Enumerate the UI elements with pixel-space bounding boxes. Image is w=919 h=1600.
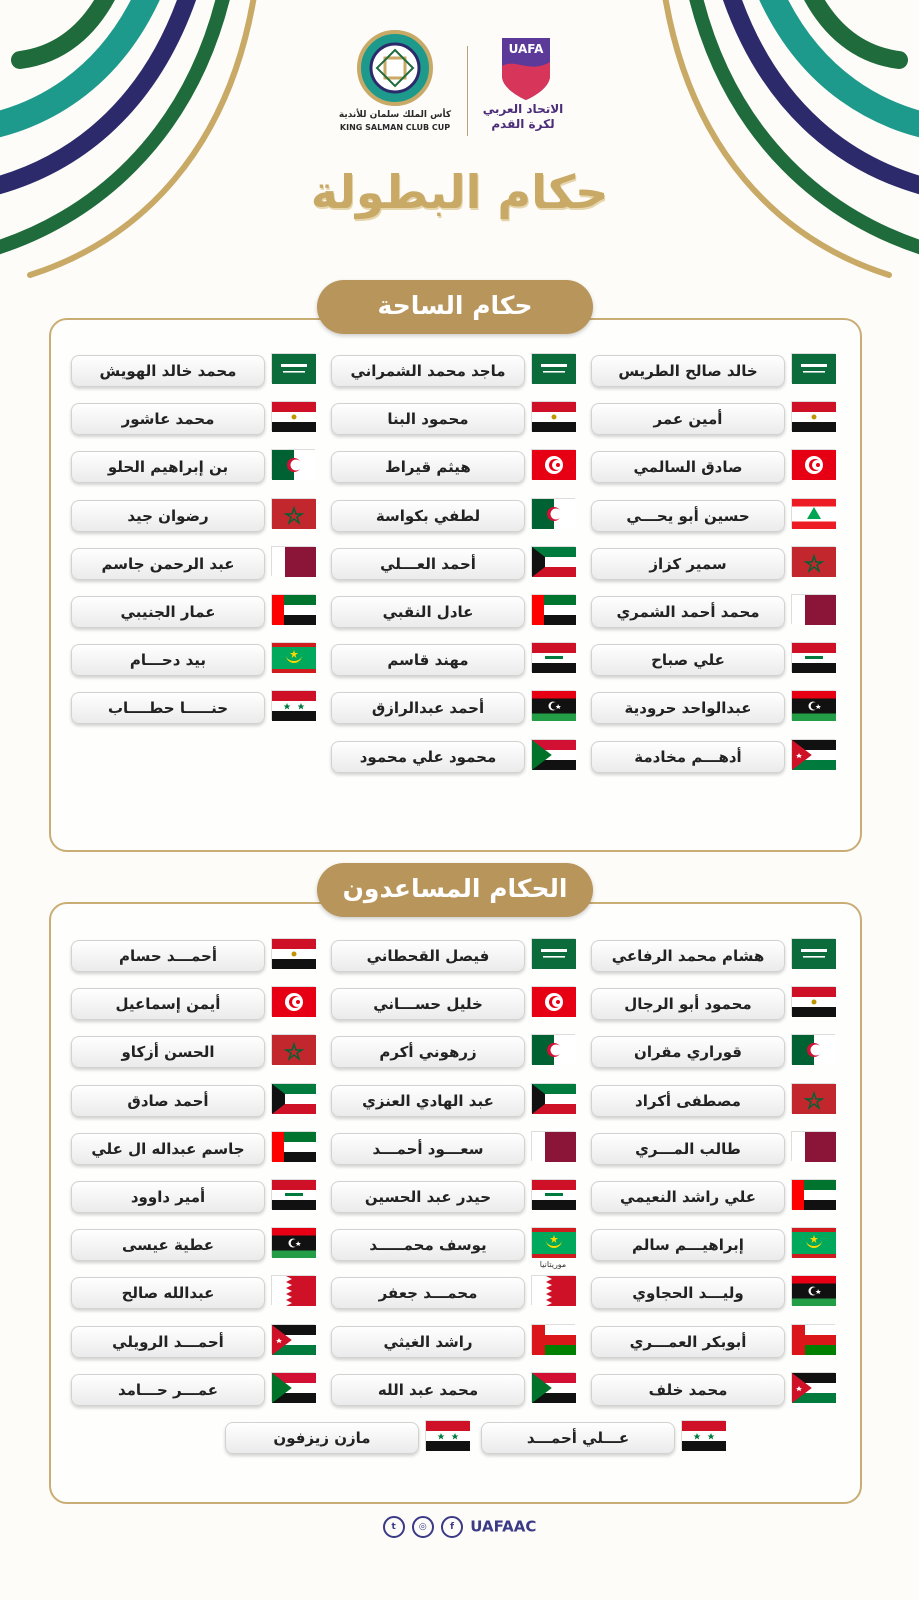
field-referee-entry: [331, 498, 577, 532]
assistant-referee-entry: [591, 1179, 837, 1213]
egypt-flag-icon: [791, 986, 835, 1016]
referee-name: أبوبكر العمـــري: [591, 1326, 785, 1358]
egypt-flag-icon: [531, 401, 575, 431]
header-logos: [0, 28, 919, 138]
saudi-arabia-flag-icon: [271, 353, 315, 383]
assistant-referee-entry: [71, 1372, 317, 1406]
referee-name: محمد عبد الله: [331, 1374, 525, 1406]
referee-name: محمود علي محمود: [331, 741, 525, 773]
referee-name: هشام محمد الرفاعي: [591, 940, 785, 972]
assistant-referee-entry: [591, 1083, 837, 1117]
field-referee-entry: [591, 739, 837, 773]
twitter-icon[interactable]: t: [383, 1516, 405, 1538]
king-salman-cup-arabic: كأس الملك سلمان للأندية: [338, 110, 452, 120]
field-referee-entry: [331, 642, 577, 676]
referee-name: محمد خالد الهويش: [71, 355, 265, 387]
referee-name: مهند قاسم: [331, 644, 525, 676]
referee-name: زرهوني أكرم: [331, 1036, 525, 1068]
assistant-referee-entry: [71, 938, 317, 972]
assistant-referee-entry: [331, 1131, 577, 1165]
referee-name: محمود البنا: [331, 403, 525, 435]
libya-flag-icon: [531, 690, 575, 720]
egypt-flag-icon: [271, 938, 315, 968]
assistant-referee-entry: [591, 1324, 837, 1358]
assistant-referee-entry: [331, 1324, 577, 1358]
referee-name: أدهـــم مخادمة: [591, 741, 785, 773]
referee-name: رضوان جيد: [71, 500, 265, 532]
morocco-flag-icon: [271, 1034, 315, 1064]
uafa-arabic-name: [478, 102, 568, 132]
referee-name: حيدر عبد الحسين: [331, 1181, 525, 1213]
instagram-icon[interactable]: ◎: [412, 1516, 434, 1538]
libya-flag-icon: [791, 1275, 835, 1305]
field-referee-entry: [71, 498, 317, 532]
referee-name: محمد خلف: [591, 1374, 785, 1406]
field-referee-entry: [71, 546, 317, 580]
mauritania-flag-icon: [271, 642, 315, 672]
referee-name: ماجد محمد الشمراني: [331, 355, 525, 387]
assistant-referee-entry: [331, 986, 577, 1020]
iraq-flag-icon: [531, 1179, 575, 1209]
referee-name: عبدالواحد حرودية: [591, 692, 785, 724]
qatar-flag-icon: [531, 1131, 575, 1161]
assistant-referee-entry: [71, 1131, 317, 1165]
morocco-flag-icon: [791, 1083, 835, 1113]
social-handle[interactable]: UAFAAC: [470, 1517, 537, 1536]
uae-flag-icon: [271, 1131, 315, 1161]
referee-name: جاسم عبداله ال علي: [71, 1133, 265, 1165]
qatar-flag-icon: [791, 594, 835, 624]
tunisia-flag-icon: [531, 449, 575, 479]
jordan-flag-icon: [791, 1372, 835, 1402]
bahrain-flag-icon: [271, 1275, 315, 1305]
algeria-flag-icon: [791, 1034, 835, 1064]
assistant-referee-entry: [71, 1324, 317, 1358]
tunisia-flag-icon: [271, 986, 315, 1016]
referee-name: علي راشد النعيمي: [591, 1181, 785, 1213]
assistant-referee-entry: [71, 1034, 317, 1068]
referee-name: عبد الهادي العنزي: [331, 1085, 525, 1117]
page-title: حكام البطولة: [310, 165, 609, 219]
referee-name: مصطفى أكراد: [591, 1085, 785, 1117]
iraq-flag-icon: [791, 642, 835, 672]
referee-name: أحمـــد الرويلي: [71, 1326, 265, 1358]
egypt-flag-icon: [271, 401, 315, 431]
field-referee-entry: [331, 449, 577, 483]
referee-name: أحمد عبدالرازق: [331, 692, 525, 724]
assistant-referee-entry: [591, 1372, 837, 1406]
referee-name: عبدالله صالح: [71, 1277, 265, 1309]
king-salman-cup-logo: [355, 28, 435, 108]
kuwait-flag-icon: [531, 546, 575, 576]
referee-name: صادق السالمي: [591, 451, 785, 483]
referee-name: عـــلي أحمـــد: [481, 1422, 675, 1454]
field-referee-entry: [71, 449, 317, 483]
algeria-flag-icon: [531, 1034, 575, 1064]
mauritania-flag-icon: [531, 1227, 575, 1257]
referee-name: إبراهيـــم سالم: [591, 1229, 785, 1261]
referee-name: سعـــود أحمـــد: [331, 1133, 525, 1165]
assistant-referee-entry: [591, 1227, 837, 1261]
referee-name: وليـــد الحجاوي: [591, 1277, 785, 1309]
lebanon-flag-icon: [791, 498, 835, 528]
field-referee-entry: [591, 449, 837, 483]
referee-name: أحمد صادق: [71, 1085, 265, 1117]
referee-name: أمير داوود: [71, 1181, 265, 1213]
assistant-referee-entry: [591, 986, 837, 1020]
referee-name: طالب المـــري: [591, 1133, 785, 1165]
field-referee-entry: [591, 546, 837, 580]
assistant-referee-entry: [331, 1083, 577, 1117]
jordan-flag-icon: [271, 1324, 315, 1354]
referee-name: راشد الغيثي: [331, 1326, 525, 1358]
referee-name: لطفي بكواسة: [331, 500, 525, 532]
referee-name: عمـــر حـــامد: [71, 1374, 265, 1406]
field-referee-entry: [591, 498, 837, 532]
libya-flag-icon: [791, 690, 835, 720]
footer: [0, 1516, 919, 1538]
referee-name: حسين أبو يحـــي: [591, 500, 785, 532]
field-referee-entry: [71, 642, 317, 676]
referee-name: خالد صالح الطريس: [591, 355, 785, 387]
assistant-referee-entry: [331, 1227, 577, 1269]
algeria-flag-icon: [271, 449, 315, 479]
field-referee-entry: [331, 594, 577, 628]
morocco-flag-icon: [271, 498, 315, 528]
saudi-arabia-flag-icon: [791, 938, 835, 968]
referee-name: الحسن أزكاو: [71, 1036, 265, 1068]
kuwait-flag-icon: [271, 1083, 315, 1113]
kuwait-flag-icon: [531, 1083, 575, 1113]
assistant-referee-entry: [71, 1083, 317, 1117]
uae-flag-icon: [791, 1179, 835, 1209]
assistant-referee-entry: [591, 1275, 837, 1309]
egypt-flag-icon: [791, 401, 835, 431]
referee-name: بيد دحـــام: [71, 644, 265, 676]
bahrain-flag-icon: [531, 1275, 575, 1305]
saudi-arabia-flag-icon: [791, 353, 835, 383]
assistant-referee-entry: [71, 1227, 317, 1261]
field-referees-heading: حكام الساحة: [317, 280, 593, 334]
field-referee-entry: [331, 353, 577, 387]
referee-name: خليل حســـاني: [331, 988, 525, 1020]
assistant-referee-entry: [71, 986, 317, 1020]
field-referee-entry: [591, 690, 837, 724]
iraq-flag-icon: [271, 1179, 315, 1209]
flag-caption: موريتانيا: [539, 1260, 567, 1269]
referee-name: أمين عمر: [591, 403, 785, 435]
field-referee-entry: [591, 642, 837, 676]
sudan-flag-icon: [531, 1372, 575, 1402]
referee-name: سمير كزاز: [591, 548, 785, 580]
algeria-flag-icon: [531, 498, 575, 528]
field-referee-entry: [71, 690, 317, 724]
referee-name: عادل النقبي: [331, 596, 525, 628]
facebook-icon[interactable]: f: [441, 1516, 463, 1538]
referee-name: علي صباح: [591, 644, 785, 676]
assistant-referee-entry: [591, 1034, 837, 1068]
king-salman-cup-english: KING SALMAN CLUB CUP: [339, 123, 451, 132]
oman-flag-icon: [791, 1324, 835, 1354]
oman-flag-icon: [531, 1324, 575, 1354]
uae-flag-icon: [271, 594, 315, 624]
assistant-referee-entry: [591, 938, 837, 972]
field-referee-entry: [331, 739, 577, 773]
assistant-referee-entry: [331, 938, 577, 972]
field-referee-entry: [71, 353, 317, 387]
referee-name: محمد عاشور: [71, 403, 265, 435]
referee-name: محمـــد جعفر: [331, 1277, 525, 1309]
field-referee-entry: [331, 401, 577, 435]
qatar-flag-icon: [271, 546, 315, 576]
referee-name: بن إبراهيم الحلو: [71, 451, 265, 483]
jordan-flag-icon: [791, 739, 835, 769]
saudi-arabia-flag-icon: [531, 938, 575, 968]
saudi-arabia-flag-icon: [531, 353, 575, 383]
assistant-referee-entry: [591, 1131, 837, 1165]
referee-name: عطية عيسى: [71, 1229, 265, 1261]
field-referee-entry: [331, 546, 577, 580]
referee-name: حنـــــا حطــــاب: [71, 692, 265, 724]
uafa-name-line1: الاتحاد العربي: [482, 102, 564, 116]
referee-name: فيصل القحطاني: [331, 940, 525, 972]
assistant-referee-entry: [331, 1179, 577, 1213]
assistant-referee-entry: [71, 1179, 317, 1213]
field-referee-entry: [591, 353, 837, 387]
referee-name: محمود أبو الرجال: [591, 988, 785, 1020]
field-referee-entry: [71, 594, 317, 628]
sudan-flag-icon: [271, 1372, 315, 1402]
uafa-logo-label: UAFA: [508, 42, 544, 56]
sudan-flag-icon: [531, 739, 575, 769]
logo-divider: [467, 46, 468, 136]
tunisia-flag-icon: [791, 449, 835, 479]
uae-flag-icon: [531, 594, 575, 624]
syria-flag-icon: [681, 1420, 725, 1450]
assistant-referee-entry: [331, 1275, 577, 1309]
syria-flag-icon: [271, 690, 315, 720]
referee-name: أحمد العـــلي: [331, 548, 525, 580]
referee-name: أيمن إسماعيل: [71, 988, 265, 1020]
syria-flag-icon: [425, 1420, 469, 1450]
tunisia-flag-icon: [531, 986, 575, 1016]
referee-name: محمد أحمد الشمري: [591, 596, 785, 628]
referee-name: أحمـــد حسام: [71, 940, 265, 972]
morocco-flag-icon: [791, 546, 835, 576]
field-referee-entry: [591, 594, 837, 628]
libya-flag-icon: [271, 1227, 315, 1257]
referee-name: مازن زيزفون: [225, 1422, 419, 1454]
assistant-referees-heading: الحكام المساعدون: [317, 863, 593, 917]
iraq-flag-icon: [531, 642, 575, 672]
assistant-referee-entry: [331, 1372, 577, 1406]
referee-name: يوسف محمـــــد: [331, 1229, 525, 1261]
referee-name: قوراري مقران: [591, 1036, 785, 1068]
qatar-flag-icon: [791, 1131, 835, 1161]
assistant-referee-entry: [71, 1275, 317, 1309]
assistant-referee-entry: [481, 1420, 727, 1454]
mauritania-flag-icon: [791, 1227, 835, 1257]
referee-name: عبد الرحمن جاسم: [71, 548, 265, 580]
uafa-logo: [500, 36, 552, 102]
referee-name: عمار الجنيبي: [71, 596, 265, 628]
uafa-name-line2: لكرة القدم: [491, 117, 555, 131]
field-referee-entry: [591, 401, 837, 435]
assistant-referee-entry: [331, 1034, 577, 1068]
field-referee-entry: [331, 690, 577, 724]
field-referee-entry: [71, 401, 317, 435]
referee-name: هيثم قيراط: [331, 451, 525, 483]
assistant-referee-entry: [225, 1420, 471, 1454]
